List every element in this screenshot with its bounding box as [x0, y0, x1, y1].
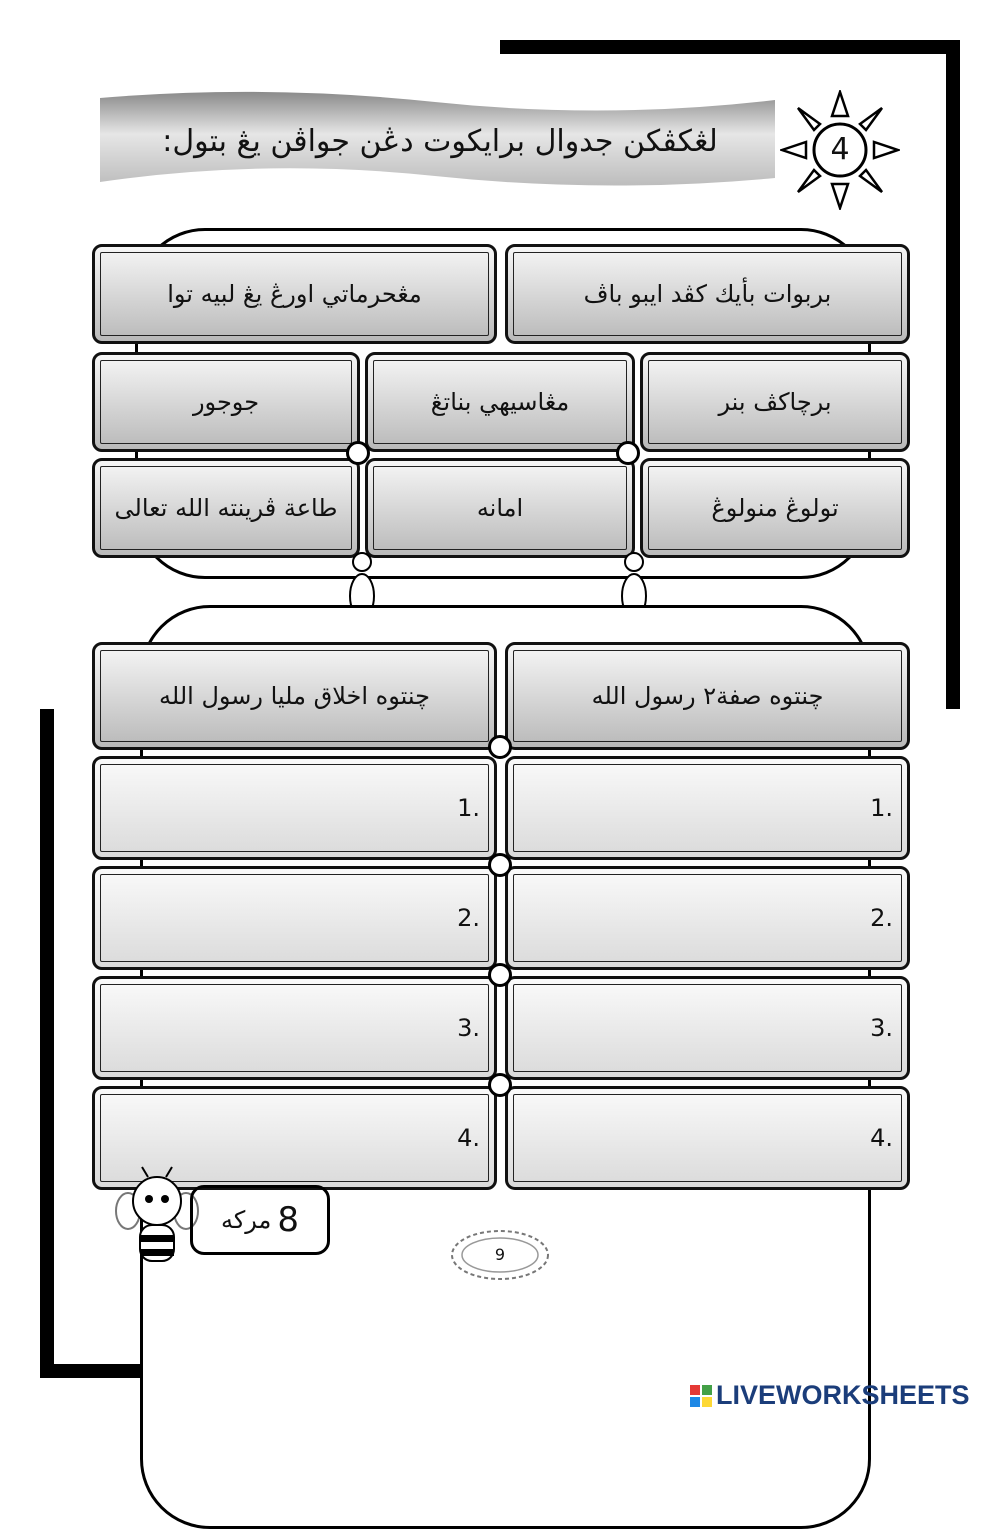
answer-number: 3. [457, 1014, 480, 1042]
option-card[interactable]: بربوات بأيك كڤد ايبو باڤ [505, 244, 910, 344]
connector-dot [346, 441, 370, 465]
connector-dot [488, 963, 512, 987]
page-number: 9 [494, 1245, 506, 1264]
answer-number: 1. [870, 794, 893, 822]
answer-box-right[interactable] [505, 976, 910, 1080]
option-card[interactable]: مڠاسيهي بناتڠ [365, 352, 635, 452]
answer-input[interactable] [528, 889, 847, 947]
column-header-right: چنتوه صفة٢ رسول الله [505, 642, 910, 750]
connector-dot [488, 735, 512, 759]
answer-input[interactable] [115, 1109, 434, 1167]
option-card[interactable]: تولوڠ منولوڠ [640, 458, 910, 558]
answer-input[interactable] [115, 779, 434, 837]
answer-number: 2. [457, 904, 480, 932]
column-header-left: چنتوه اخلاق مليا رسول الله [92, 642, 497, 750]
instruction-text: لڠكڤكن جدوال برايكوت دڠن جواڤن يڠ بتول: [162, 124, 718, 159]
option-card[interactable]: برچاكڤ بنر [640, 352, 910, 452]
option-card[interactable]: طاعة ڤرينته الله تعالى [92, 458, 360, 558]
answer-box-left[interactable] [92, 866, 497, 970]
marks-value: 8 [277, 1200, 300, 1240]
answer-number: 3. [870, 1014, 893, 1042]
option-card[interactable]: جوجور [92, 352, 360, 452]
option-card[interactable]: مڠحرماتي اورڠ يڠ لبيه توا [92, 244, 497, 344]
brand-footer [690, 1380, 990, 1410]
answer-input[interactable] [115, 999, 434, 1057]
bee-mascot-icon [112, 1165, 202, 1270]
answer-input[interactable] [115, 889, 434, 947]
answer-input[interactable] [528, 779, 847, 837]
answer-box-left[interactable] [92, 976, 497, 1080]
option-card[interactable]: امانه [365, 458, 635, 558]
answer-number: 2. [870, 904, 893, 932]
task-number: 4 [830, 132, 850, 167]
answer-box-right[interactable] [505, 1086, 910, 1190]
connector-dot [616, 441, 640, 465]
answer-number: 1. [457, 794, 480, 822]
brand-text: LIVEWORKSHEETS [716, 1380, 970, 1410]
answer-input[interactable] [528, 999, 847, 1057]
liveworksheets-logo-icon [690, 1385, 712, 1407]
answer-box-right[interactable] [505, 756, 910, 860]
answer-number: 4. [870, 1124, 893, 1152]
connector-dot [488, 1073, 512, 1097]
answer-box-right[interactable] [505, 866, 910, 970]
marks-label: مركه [220, 1206, 272, 1234]
connector-dot [488, 853, 512, 877]
marks-box [190, 1185, 330, 1255]
answer-number: 4. [457, 1124, 480, 1152]
answer-box-left[interactable] [92, 756, 497, 860]
answer-input[interactable] [528, 1109, 847, 1167]
